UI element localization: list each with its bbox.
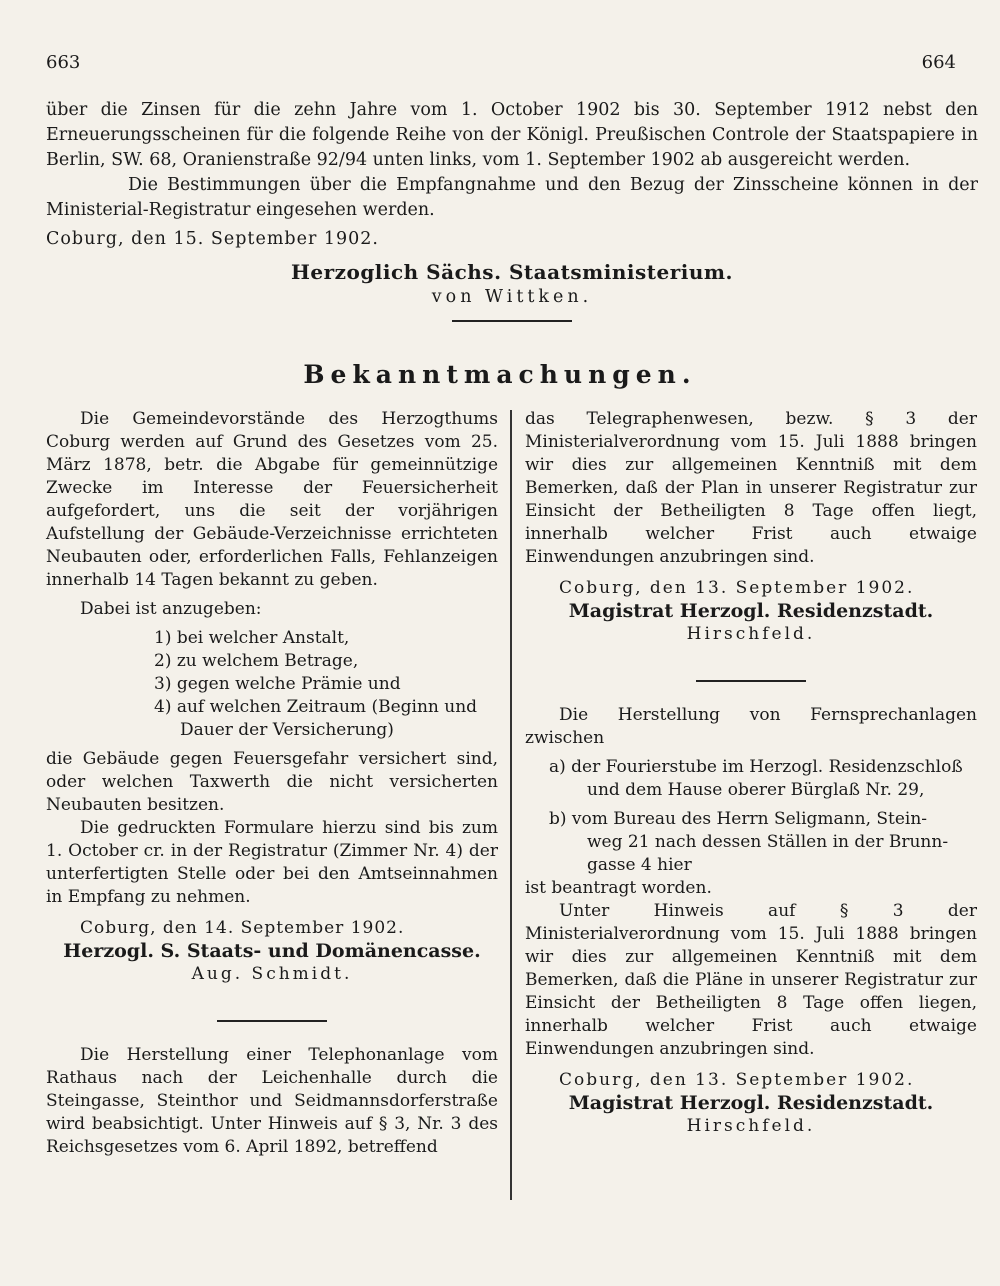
right-item-b: b) vom Bureau des Herrn Seligmann, Stein-	[549, 809, 928, 829]
right-divider-rule	[696, 680, 806, 682]
right-paragraph-3: ist beantragt worden.	[525, 878, 712, 898]
column-divider	[510, 410, 512, 1200]
right-signer-2: Hirschfeld.	[686, 1116, 816, 1136]
top-signer: von Wittken.	[431, 287, 593, 307]
top-authority: Herzoglich Sächs. Staatsministerium.	[290, 260, 734, 284]
list-item: 4) auf welchen Zeitraum (Beginn und	[154, 697, 478, 717]
right-item-b-continuation-2: gasse 4 hier	[587, 855, 692, 875]
left-authority: Herzogl. S. Staats- und Domänencasse.	[63, 940, 481, 962]
right-signer-1: Hirschfeld.	[686, 624, 816, 644]
left-paragraph-2: Dabei ist anzugeben:	[80, 599, 262, 619]
top-notice	[46, 98, 978, 336]
right-item-a: a) der Fourierstube im Herzogl. Residenzschloß	[549, 757, 963, 777]
top-date: Coburg, den 15. September 1902.	[46, 229, 379, 249]
section-title: Bekanntmachungen.	[303, 360, 697, 389]
right-item-a-continuation: und dem Hause oberer Bürglaß Nr. 29,	[587, 780, 925, 800]
left-date: Coburg, den 14. September 1902.	[80, 918, 405, 938]
right-paragraph-4: Unter Hinweis auf § 3 der Ministerialverordnung vom 15. Juli 1888 bringen wir dies zur allgemeinen Kenntniß mit dem Bemerken, daß die Pläne in unserer Registratur zur Einsicht der Betheiligten 8 Tage offen liegen, innerhalb welcher Frist auch etwaige Einwendungen anzubringen sind.	[525, 901, 977, 1059]
left-divider-rule	[217, 1020, 327, 1022]
list-item: 2) zu welchem Betrage,	[154, 651, 359, 671]
right-date-2: Coburg, den 13. September 1902.	[559, 1070, 915, 1090]
list-item: 3) gegen welche Prämie und	[154, 674, 401, 694]
left-paragraph-1: Die Gemeindevorstände des Herzogthums Coburg werden auf Grund des Gesetzes vom 25. März 1878, betr. die Abgabe für gemeinnützige Zwecke im Interesse der Feuersicherheit aufgefordert, uns die seit der vorjährigen Aufstellung der Gebäude-Verzeichnisse errichteten Neubauten oder, erforderlichen Falls, Fehlanzeigen innerhalb 14 Tagen bekannt zu geben.	[46, 409, 498, 590]
page-number-left: 663	[46, 52, 81, 73]
page-number-right: 664	[921, 52, 956, 73]
right-authority-1: Magistrat Herzogl. Residenzstadt.	[568, 600, 934, 622]
right-column	[525, 408, 977, 1138]
right-date-1: Coburg, den 13. September 1902.	[559, 578, 915, 598]
right-paragraph-1: das Telegraphenwesen, bezw. § 3 der Ministerialverordnung vom 15. Juli 1888 bringen wir dies zur allgemeinen Kenntniß mit dem Bemerken, daß der Plan in unserer Registratur zur Einsicht der Betheiligten 8 Tage offen liegt, innerhalb welcher Frist auch etwaige Einwendungen anzubringen sind.	[525, 409, 977, 567]
top-paragraph-1: über die Zinsen für die zehn Jahre vom 1. October 1902 bis 30. September 1912 nebst den Erneuerungsscheinen für die folgende Reihe von der Königl. Preußischen Controle der Staatspapiere in Berlin, SW. 68, Oranienstraße 92/94 unten links, vom 1. September 1902 ab ausgereicht werden.	[46, 100, 978, 170]
left-paragraph-3: die Gebäude gegen Feuersgefahr versichert sind, oder welchen Taxwerth die nicht versicherten Neubauten besitzen.	[46, 749, 498, 815]
right-item-b-continuation-1: weg 21 nach dessen Ställen in der Brunn-	[587, 832, 949, 852]
left-paragraph-4: Die gedruckten Formulare hierzu sind bis zum 1. October cr. in der Registratur (Zimmer Nr. 4) der unterfertigten Stelle oder bei den Amtseinnahmen in Empfang zu nehmen.	[46, 818, 498, 907]
left-signer: Aug. Schmidt.	[191, 964, 353, 984]
top-paragraph-2: Die Bestimmungen über die Empfangnahme und den Bezug der Zinsscheine können in der Ministerial-Registratur eingesehen werden.	[46, 175, 978, 220]
left-paragraph-5: Die Herstellung einer Telephonanlage vom Rathaus nach der Leichenhalle durch die Steingasse, Steinthor und Seidmannsdorferstraße wird beabsichtigt. Unter Hinweis auf § 3, Nr. 3 des Reichsgesetzes vom 6. April 1892, betreffend	[46, 1045, 498, 1157]
left-list	[154, 627, 498, 742]
right-authority-2: Magistrat Herzogl. Residenzstadt.	[568, 1092, 934, 1114]
list-item-continuation: Dauer der Versicherung)	[180, 720, 394, 740]
right-paragraph-2: Die Herstellung von Fernsprechanlagen zwischen	[525, 705, 977, 748]
left-column	[46, 408, 498, 1159]
divider-rule	[452, 320, 572, 322]
list-item: 1) bei welcher Anstalt,	[154, 628, 350, 648]
